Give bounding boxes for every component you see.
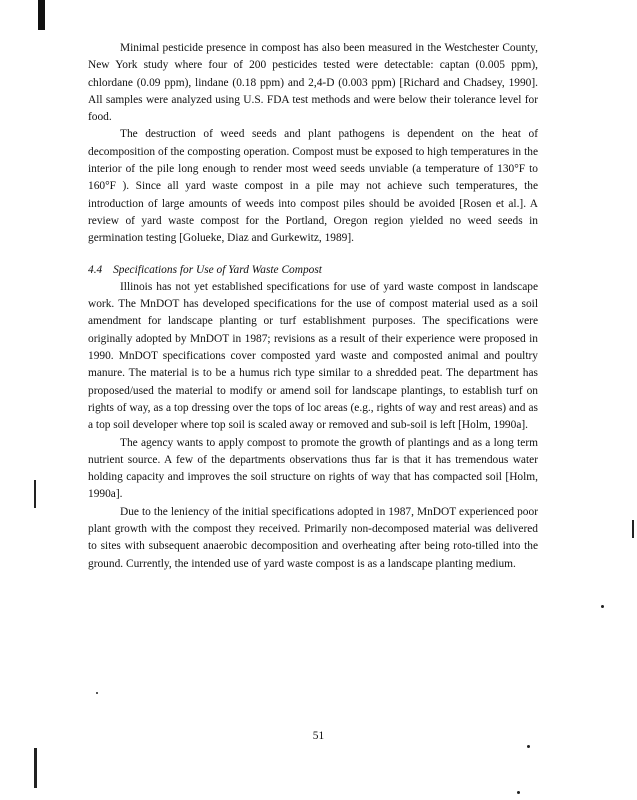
section-heading — [88, 262, 538, 279]
scan-speck — [517, 791, 520, 794]
scan-speck — [527, 745, 530, 748]
paragraph-agency-goals: The agency wants to apply compost to promote the growth of plantings and as a long term nutrient source. A few of the departments observations thus far is that it has tremendous water holding capacity and improves the soil structure on rights of way that has compacted soil [Holm, 1990a]. — [88, 436, 538, 501]
section-title: Specifications for Use of Yard Waste Compost — [113, 263, 322, 276]
paragraph-weed-seeds: The destruction of weed seeds and plant pathogens is dependent on the heat of decomposition of the composting operation. Compost must be exposed to high temperatures in the interior of the pile long enough to render most weed seeds unviable (a temperature of 130°F to 160°F ). Since all yard waste compost in a pile may not achieve such temperatures, the introduction of large amounts of weeds into compost piles should be avoided [Rosen et al.]. A review of yard waste compost for the Portland, Oregon region yielded no weed seeds in germination testing [Golueke, Diaz and Gurkewitz, 1989]. — [88, 128, 538, 245]
scan-edge-mark — [34, 748, 37, 788]
scan-artifact-bar — [38, 0, 45, 30]
section-number: 4.4 — [88, 263, 103, 276]
page-number: 51 — [312, 730, 325, 742]
scan-edge-mark — [34, 480, 36, 508]
scan-edge-mark — [632, 520, 634, 538]
scan-speck — [601, 605, 604, 608]
paragraph-illinois-specs: Illinois has not yet established specifications for use of yard waste compost in landscape work. The MnDOT has developed specifications for the use of compost material used as a soil amendment for landscape planting or turf establishment purposes. The specifications were originally adopted by MnDOT in 1987; revisions as a result of their experience were proposed in 1990. MnDOT specifications cover composted yard waste and composted animal and poultry manure. The material is to be a humus rich type similar to a shredded peat. The department has proposed/used the material to modify or amend soil for landscape plantings, to establish turf on rights of way, as a top dressing over the tops of loc areas (e.g., rights of way and rest areas) and as a top soil developer where top soil is scaled away or removed and sub-soil is left [Holm, 1990a]. — [88, 280, 538, 432]
paragraph-pesticides: Minimal pesticide presence in compost has also been measured in the Westchester County, New York study where four of 200 pesticides tested were detectable: captan (0.005 ppm), chlordane (0.09 ppm), lindane (0.18 ppm) and 2,4-D (0.003 ppm) [Richard and Chadsey, 1990]. All samples were analyzed using U.S. FDA test methods and were below their tolerance level for food. — [88, 42, 538, 124]
paragraph-leniency: Due to the leniency of the initial specifications adopted in 1987, MnDOT experienced poor plant growth with the compost they received. Primarily non-decomposed material was delivered to sites with subsequent anaerobic decomposition and overheating after being roto-tilled into the ground. Currently, the intended use of yard waste compost is as a landscape planting medium. — [88, 505, 538, 570]
scan-speck — [96, 692, 98, 694]
document-body — [88, 40, 538, 573]
